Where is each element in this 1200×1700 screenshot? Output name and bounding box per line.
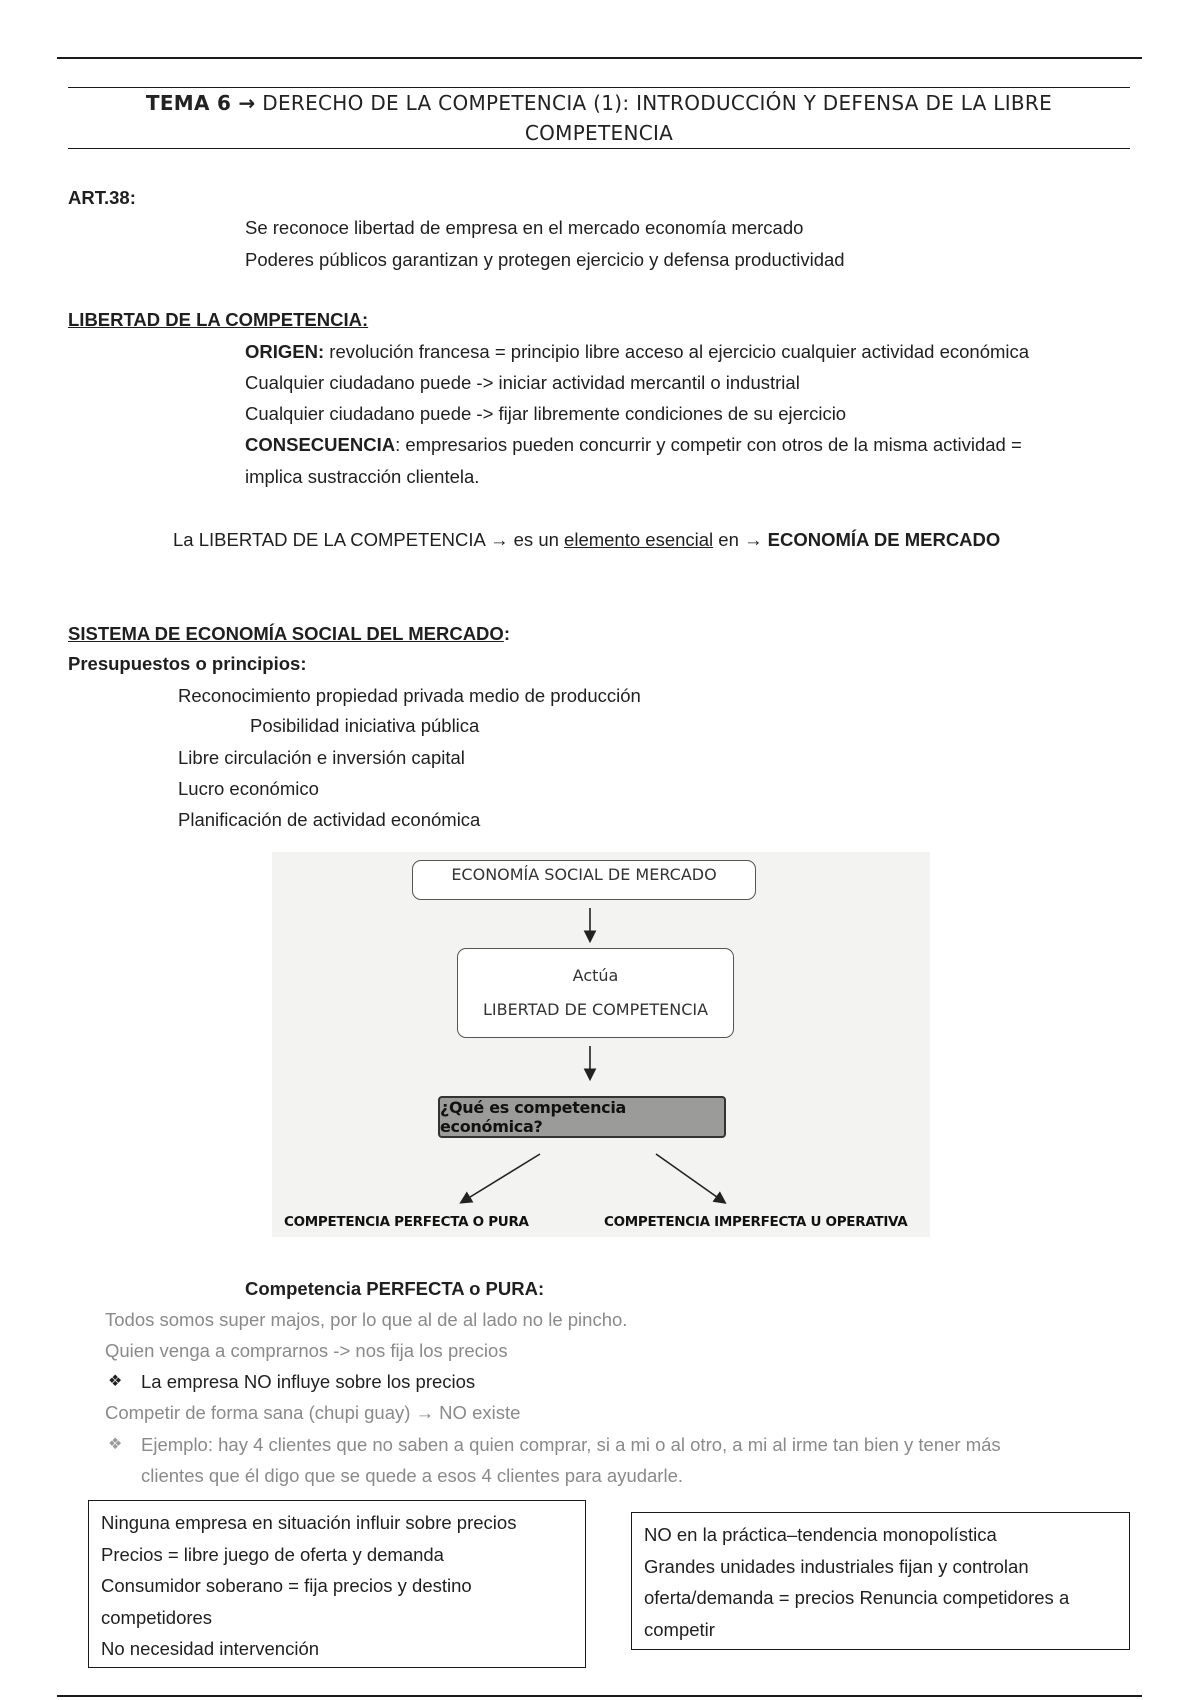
- libertad-line: Cualquier ciudadano puede -> iniciar actividad mercantil o industrial: [245, 372, 800, 393]
- sistema-item: Libre circulación e inversión capital: [178, 747, 465, 768]
- art38-line: Se reconoce libertad de empresa en el mercado economía mercado: [245, 217, 804, 238]
- diagram-left-label: COMPETENCIA PERFECTA O PURA: [284, 1214, 529, 1230]
- diagram-middle-line1: Actúa: [572, 966, 619, 985]
- arrow-right: [656, 1154, 724, 1202]
- perfecta-summary-box: [88, 1500, 586, 1668]
- consecuencia-line: [245, 433, 1022, 457]
- page-title: [68, 87, 1130, 149]
- perfecta-heading: Competencia PERFECTA o PURA:: [245, 1278, 545, 1299]
- title-line1: DERECHO DE LA COMPETENCIA (1): INTRODUCCIÓN Y DEFENSA DE LA LIBRE: [262, 91, 1053, 115]
- consecuencia-line2: implica sustracción clientela.: [245, 466, 480, 487]
- perfecta-line: Todos somos super majos, por lo que al de al lado no le pincho.: [105, 1309, 628, 1330]
- summary-part2: en →: [713, 529, 768, 550]
- diamond-bullet-icon: ❖: [108, 1436, 123, 1453]
- box-line: competidores: [101, 1606, 213, 1628]
- box-line: NO en la práctica–tendencia monopolística: [644, 1524, 997, 1545]
- origen-text: revolución francesa = principio libre acceso al ejercicio cualquier actividad económica: [324, 341, 1030, 362]
- diagram-top-label: ECONOMÍA SOCIAL DE MERCADO: [451, 865, 717, 884]
- box-line: Consumidor soberano = fija precios y destino: [101, 1575, 472, 1596]
- summary-underlined: elemento esencial: [564, 529, 714, 550]
- consecuencia-label: CONSECUENCIA: [245, 434, 396, 455]
- diamond-bullet-icon: ❖: [108, 1373, 123, 1390]
- sistema-item: Reconocimiento propiedad privada medio de producción: [178, 685, 641, 706]
- sistema-item: Planificación de actividad económica: [178, 809, 481, 830]
- box-line: competir: [644, 1618, 715, 1640]
- sistema-heading-text: SISTEMA DE ECONOMÍA SOCIAL DEL MERCADO: [68, 623, 504, 644]
- diagram-arrows: [272, 852, 930, 1237]
- sistema-item: Lucro económico: [178, 778, 319, 799]
- sistema-item: Posibilidad iniciativa pública: [250, 715, 480, 736]
- libertad-heading: LIBERTAD DE LA COMPETENCIA:: [68, 309, 369, 330]
- sistema-heading-colon: :: [503, 623, 510, 644]
- title-line2: COMPETENCIA: [524, 121, 674, 145]
- competition-diagram: [272, 852, 930, 1237]
- title-strong: TEMA 6 →: [145, 91, 256, 115]
- box-line: Grandes unidades industriales fijan y controlan: [644, 1555, 1029, 1577]
- origen-label: ORIGEN:: [245, 341, 325, 362]
- box-line: No necesidad intervención: [101, 1638, 320, 1659]
- perfecta-bullet: La empresa NO influye sobre los precios: [141, 1371, 476, 1392]
- top-rule: [57, 57, 1142, 59]
- perfecta-example-line1: Ejemplo: hay 4 clientes que no saben a quien comprar, si a mi o al otro, a mi al irme tan bien y tener más: [141, 1434, 1001, 1455]
- box-line: Ninguna empresa en situación influir sobre precios: [101, 1512, 517, 1533]
- perfecta-example-line2: clientes que él digo que se quede a esos 4 clientes para ayudarle.: [141, 1465, 684, 1486]
- sistema-heading: [68, 622, 510, 646]
- summary-part1: La LIBERTAD DE LA COMPETENCIA → es un: [173, 529, 565, 550]
- box-line: Precios = libre juego de oferta y demanda: [101, 1543, 444, 1565]
- origen-line: [245, 340, 1029, 364]
- consecuencia-text: : empresarios pueden concurrir y competir con otros de la misma actividad =: [395, 434, 1022, 455]
- perfecta-line: Quien venga a comprarnos -> nos fija los precios: [105, 1340, 508, 1361]
- summary-bold: ECONOMÍA DE MERCADO: [767, 529, 1001, 550]
- perfecta-line: Competir de forma sana (chupi guay) → NO existe: [105, 1402, 521, 1423]
- diagram-right-label: COMPETENCIA IMPERFECTA U OPERATIVA: [604, 1214, 908, 1230]
- imperfecta-summary-box: [631, 1512, 1130, 1650]
- libertad-line: Cualquier ciudadano puede -> fijar libremente condiciones de su ejercicio: [245, 403, 847, 424]
- libertad-summary: [173, 528, 1000, 552]
- diagram-question-label: ¿Qué es competencia económica?: [440, 1098, 627, 1136]
- diagram-middle-line2: LIBERTAD DE COMPETENCIA: [482, 1000, 709, 1019]
- art38-heading: ART.38:: [68, 187, 136, 208]
- box-line: oferta/demanda = precios Renuncia competidores a: [644, 1587, 1070, 1608]
- art38-line: Poderes públicos garantizan y protegen ejercicio y defensa productividad: [245, 249, 845, 270]
- sistema-subheading: Presupuestos o principios:: [68, 653, 307, 674]
- arrow-left: [462, 1154, 540, 1202]
- bottom-rule: [57, 1695, 1142, 1697]
